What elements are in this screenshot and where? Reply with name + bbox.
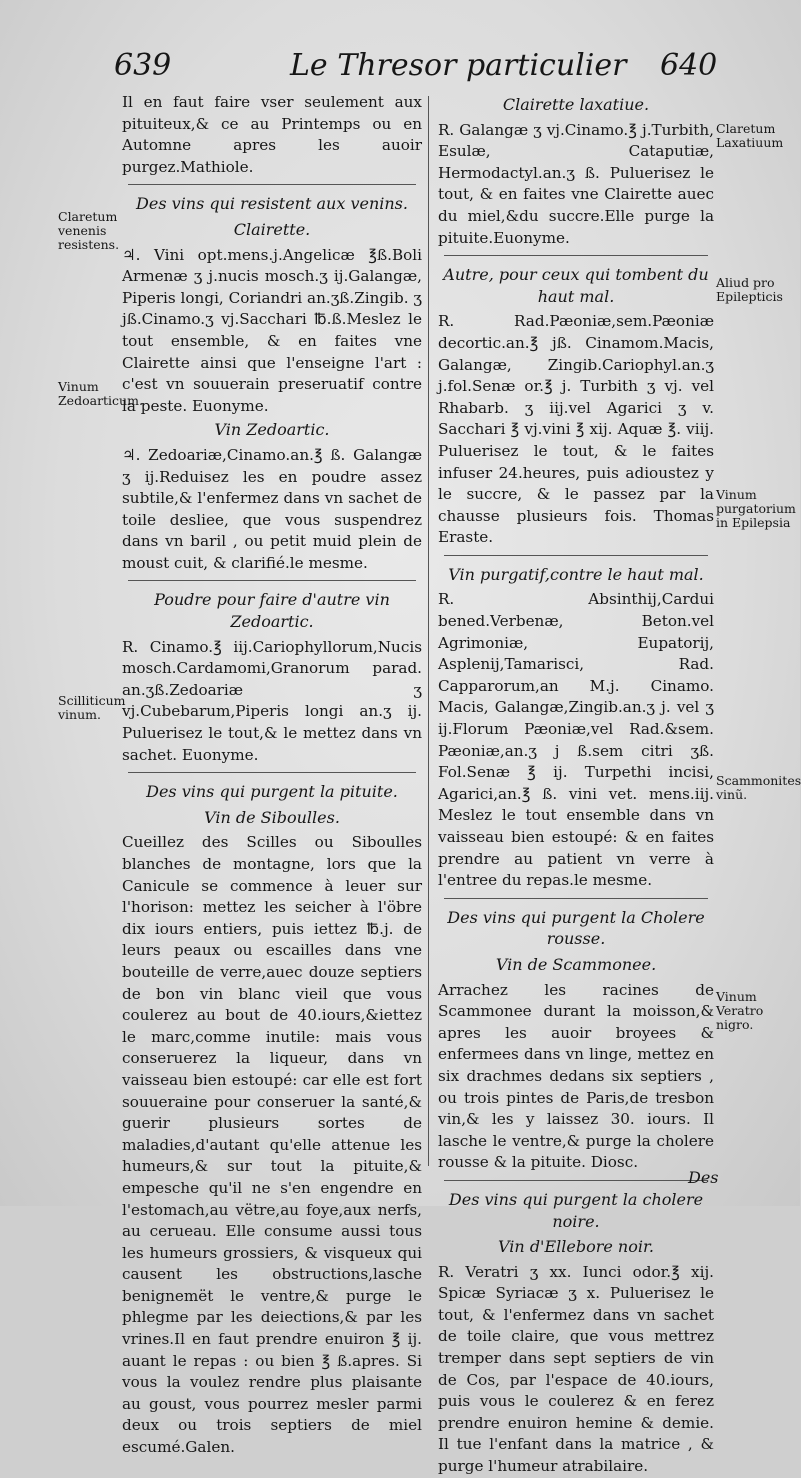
right-column <box>438 92 714 1478</box>
margin-note-right: Aliud pro Epilepticis <box>716 275 783 304</box>
section-heading: Des vins qui purgent la cholere noire. <box>448 1189 704 1231</box>
left-column <box>122 92 422 1459</box>
recipe-text: ♃. Vini opt.mens.j.Angelicæ ℥ß.Boli Armenæ ʒ j.nucis mosch.ʒ ij.Galangæ, Piperis longi, Coriandri an.ʒß.Zingib. ʒ jß.Cinamo.ʒ vj.Sacchari ℔.ß.Meslez le tout ensemble, & en faites vne Clairette ainsi que l'enseigne l'art : c'est vn souuerain preseruatif contre la peste. Euonyme. <box>122 245 422 415</box>
section-rule <box>444 555 708 556</box>
recipe-text: R. Absinthij,Cardui bened.Verbenæ, Beton.vel Agrimoniæ, Eupatorij, Asplenij,Tamarisci, Rad. Capparorum,an M.j. Cinamo. Macis, Galangæ,Zingib.an.ʒ j. vel ʒ ij.Florum Pæoniæ,vel Rad.&sem. Pæoniæ,an.ʒ j ß.sem citri ʒß. Fol.Senæ ℥ ij. Turpethi incisi, Agarici,an.℥ ß. vini vet. mens.iij. Meslez le tout ensemble dans vn vaisseau bien estoupé: & en faites prendre au patient vn verre à l'entree du repas.le mesme. <box>438 590 714 890</box>
margin-note-left: Claretum venenis resistens. <box>58 209 120 252</box>
intro-paragraph: Il en faut faire vser seulement aux pituiteux,& ce au Printemps ou en Automne apres les auoir purgez.Mathiole. <box>122 93 422 176</box>
recipe-text: R. Cinamo.℥ iij.Cariophyllorum,Nucis mosch.Cardamomi,Granorum parad. an.ʒß.Zedoariæ ʒ vj.Cubebarum,Piperis longi an.ʒ ij. Puluerisez le tout,& le mettez dans vn sachet. Euonyme. <box>122 637 422 764</box>
section-heading: Poudre pour faire d'autre vin Zedoartic. <box>154 590 390 632</box>
section-heading: Autre, pour ceux qui tombent du haut mal. <box>443 265 709 306</box>
section-subheading: Clairette. <box>233 219 311 239</box>
section-rule <box>128 184 416 185</box>
catchword: Des <box>688 1168 719 1187</box>
margin-note-right: Claretum Laxatiuum <box>716 121 784 150</box>
section-rule <box>444 1180 708 1181</box>
section-heading: Des vins qui purgent la Cholere rousse. <box>447 907 705 949</box>
page-number-right: 640 <box>660 48 718 83</box>
margin-note-left: Scilliticum vinum. <box>58 693 126 722</box>
section-heading: Des vins qui purgent la pituite. <box>146 782 398 802</box>
section-rule <box>444 255 708 256</box>
recipe-text: ♃. Zedoariæ,Cinamo.an.℥ ß. Galangæ ʒ ij.Reduisez les en poudre assez subtile,& l'enfermez dans vn sachet de toile desliee, que vous suspendrez dans vn baril , ou petit muid plein de moust cuit, & clarifié.le mesme. <box>122 445 422 572</box>
section-subheading: Clairette laxatiue. <box>502 95 650 114</box>
column-divider <box>428 96 429 1166</box>
recipe-text: R. Rad.Pæoniæ,sem.Pæoniæ decortic.an.℥ jß. Cinamom.Macis, Galangæ, Zingib.Cariophyl.an.ʒ j.fol.Senæ or.℥ j. Turbith ʒ vj. vel Rhabarb. ʒ iij.vel Agarici ʒ v. Sacchari ℥ vj.vini ℥ xij. Aquæ ℥. viij. Puluerisez le tout, & le faites infuser 24.heures, puis adioustez y le succre, & le passez par la chausse plusieurs fois. Thomas Eraste. <box>438 312 714 547</box>
section-subheading: Vin de Scammonee. <box>495 954 657 974</box>
section-heading: Vin purgatif,contre le haut mal. <box>448 564 704 584</box>
margin-note-right: Scammonites vinũ. <box>716 773 801 802</box>
section-rule <box>444 898 708 899</box>
section-subheading: Vin de Siboulles. <box>204 807 340 827</box>
section-subheading: Vin d'Ellebore noir. <box>498 1237 654 1257</box>
recipe-text: R. Galangæ ʒ vj.Cinamo.℥ j.Turbith, Esulæ, Cataputiæ, Hermodactyl.an.ʒ ß. Puluerisez le tout, & en faites vne Clairette auec du miel,&du succre.Elle purge la pituite.Euonyme. <box>438 120 714 247</box>
margin-note-left: Vinum Zedoarticum. <box>58 379 143 408</box>
page-number-left: 639 <box>114 48 172 83</box>
recipe-text: R. Veratri ʒ xx. Iunci odor.℥ xij. Spicæ Syriacæ ʒ x. Puluerisez le tout, & l'enfermez dans vn sachet de toile claire, que vous mettrez tremper dans sept septiers de vin de Cos, par l'espace de 40.iours, puis vous le coulerez & en ferez prendre enuiron hemine & demie. Il tue l'enfant dans la matrice , & purge l'humeur atrabilaire. <box>438 1262 714 1476</box>
section-rule <box>128 772 416 773</box>
section-rule <box>128 580 416 581</box>
section-subheading: Vin Zedoartic. <box>214 420 330 440</box>
section-heading: Des vins qui resistent aux venins. <box>136 194 408 214</box>
recipe-text: Arrachez les racines de Scammonee durant la moisson,& apres les auoir broyees & enfermees dans vn linge, mettez en six drachmes dedans six septiers , ou trois pintes de Paris,de tresbon vin,& les y laissez 30. iours. Il lasche le ventre,& purge la cholere rousse & la pituite. Diosc. <box>438 980 714 1172</box>
recipe-text: Cueillez des Scilles ou Siboulles blanches de montagne, lors que la Canicule se commence à leuer sur l'horison: mettez les seicher à l'öbre dix iours entiers, puis iettez ℔.j. de leurs peaux ou escailles dans vne bouteille de verre,auec douze septiers de bon vin blanc vieil que vous coulerez au bout de 40.iours,&iettez le marc,comme inutile: mais vous conseruerez la liqueur, dans vn vaisseau bien estoupé: car elle est fort souueraine pour conseruer la santé,& guerir plusieurs sortes de maladies,d'autant qu'elle attenue les humeurs,& sur tout la pituite,& empesche qu'il ne s'en engendre en l'estomach,au vëtre,au foye,aux nerfs, au cerueau. Elle consume aussi tous les humeurs grossiers, & visqueux qui causent les obstructions,lasche benignemët le ventre,& purge le phlegme par les deiections,& par les vrines.Il en faut prendre enuiron ℥ ij. auant le repas : ou bien ℥ ß.apres. Si vous la voulez rendre plus plaisante au goust, vous pourrez mesler parmi deux ou trois septiers de miel escumé.Galen. <box>122 833 422 1457</box>
margin-note-right: Vinum Veratro nigro. <box>716 989 764 1032</box>
running-title: Le Thresor particulier <box>290 48 627 83</box>
margin-note-right: Vinum purgatorium in Epilepsia <box>716 487 796 530</box>
